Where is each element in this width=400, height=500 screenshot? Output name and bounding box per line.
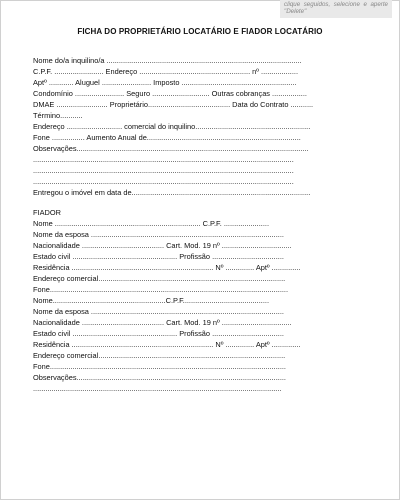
field-fone-aumento: Fone ................ Aumento Anual de........................................................................... (33, 133, 301, 142)
fiador1-nome: Nome ....................................................................... C.P.F. ...................... (33, 219, 270, 228)
fiador2-residencia: Residência ..................................................................... Nº .............. Aptº .............. (33, 340, 301, 349)
fiador2-nacionalidade: Nacionalidade ........................................ Cart. Mod. 19 nº .................................. (33, 318, 292, 327)
field-observacoes-line: ............................................................................................................................... (33, 177, 294, 186)
page-title: FICHA DO PROPRIETÁRIO LOCATÁRIO E FIADOR LOCATÁRIO (77, 27, 323, 36)
field-dmae: DMAE ......................... Proprietário........................................ Data do Contrato ........... (33, 100, 314, 109)
field-nome-inquilino: Nome do/a inquilino/a ............................................................................................... (33, 56, 302, 65)
field-condominio: Condomínio ........................ Seguro ............................ Outras cobranças ................. (33, 89, 307, 98)
field-observacoes-line: ............................................................................................................................... (33, 155, 294, 164)
fiador1-nacionalidade: Nacionalidade ........................................ Cart. Mod. 19 nº .................................. (33, 241, 292, 250)
fiador1-fone: Fone.................................................................................................................... (33, 285, 289, 294)
field-observacoes: Observações................................................................................................................. (33, 144, 309, 153)
fiador1-residencia: Residência ..................................................................... Nº .............. Aptº .............. (33, 263, 301, 272)
fiador2-endereco-comercial: Endereço comercial........................................................................................... (33, 351, 286, 360)
form-body (33, 55, 373, 394)
fiador2-esposa: Nome da esposa .............................................................................................. (33, 307, 284, 316)
fiador2-estado-civil: Estado civil ................................................... Profissão ................................... (33, 329, 284, 338)
fiador1-esposa: Nome da esposa .............................................................................................. (33, 230, 284, 239)
fiador-heading: FIADOR (33, 208, 61, 217)
fiador1-endereco-comercial: Endereço comercial........................................................................................... (33, 274, 286, 283)
fiador2-observacoes-line: ......................................................................................................................... (33, 384, 282, 393)
field-termino: Término........... (33, 111, 83, 120)
field-endereco-comercial: Endereço ........................... comercial do inquilino........................................................ (33, 122, 311, 131)
field-cpf-endereco: C.P.F. ........................ Endereço ...................................................... nº .................. (33, 67, 299, 76)
fiador1-estado-civil: Estado civil ................................................... Profissão ................................... (33, 252, 284, 261)
fiador2-fone: Fone................................................................................................................... (33, 362, 286, 371)
fiador2-nome: Nome.......................................................C.P.F.......................................... (33, 296, 270, 305)
fiador2-observacoes: Observações...................................................................................................... (33, 373, 286, 382)
field-observacoes-line: ............................................................................................................................... (33, 166, 294, 175)
instruction-note: clique seguidos, selecione e aperte "Delete" (280, 0, 392, 18)
field-entrega-imovel: Entregou o imóvel em data de....................................................................................... (33, 188, 311, 197)
field-apto-aluguel: Aptº ............ Aluguel ........................ Imposto ........................................................ (33, 78, 297, 87)
